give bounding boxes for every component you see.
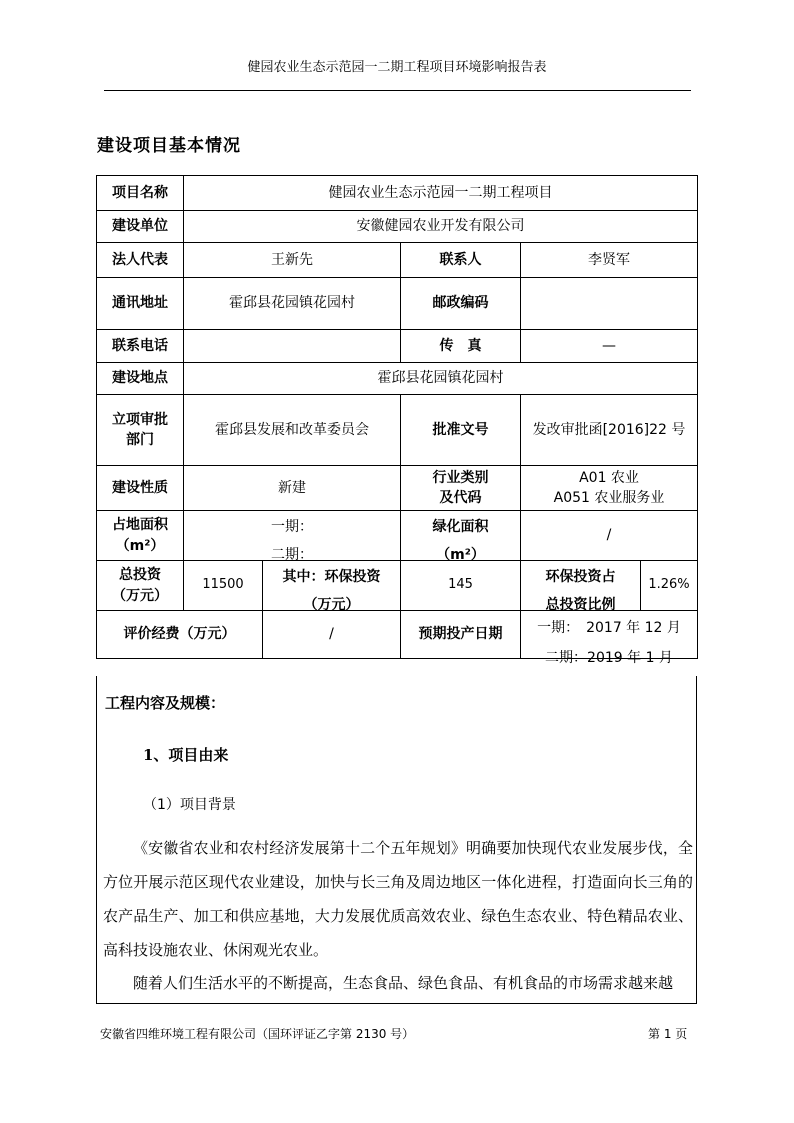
land-area-label [97, 511, 184, 561]
land-area-value-line1: 一期： [271, 519, 313, 535]
total-investment-label-line2: （万元） [112, 587, 168, 604]
legal-rep-value: 王新先 [184, 243, 401, 278]
land-area-label-line1: 占地面积 [112, 517, 168, 534]
env-ratio-label [521, 561, 641, 611]
table-row [97, 363, 698, 395]
approval-number-label: 批准文号 [401, 395, 521, 466]
approval-dept-value: 霍邱县发展和改革委员会 [184, 395, 401, 466]
header-rule [104, 90, 691, 91]
project-content-box [96, 676, 697, 1004]
industry-category-label-line1: 行业类别 [432, 470, 489, 486]
construction-site-label: 建设地点 [97, 363, 184, 395]
expected-date-label: 预期投产日期 [401, 611, 521, 659]
expected-date-value-line1: 一期： 2017 年 12 月 [537, 620, 681, 636]
content-heading: 工程内容及规模： [105, 694, 226, 712]
sub-sub-heading: （1）项目背景 [143, 797, 236, 813]
env-investment-label-line1: 其中：环保投资 [282, 569, 381, 585]
construction-unit-label: 建设单位 [97, 211, 184, 243]
industry-category-value-line1: A01 农业 [579, 470, 639, 486]
fax-value: — [521, 330, 698, 363]
footer-company: 安徽省四维环境工程有限公司（国环评证乙字第 2130 号） [100, 1027, 415, 1041]
table-row [97, 561, 698, 611]
table-row [97, 511, 698, 561]
land-area-label-line2: （m²） [115, 537, 165, 554]
table-row [97, 211, 698, 243]
project-name-label: 项目名称 [97, 176, 184, 211]
env-ratio-value: 1.26% [641, 561, 698, 611]
table-row [97, 466, 698, 511]
footer-page-number: 第 1 页 [648, 1027, 688, 1041]
approval-number-value: 发改审批函[2016]22 号 [521, 395, 698, 466]
land-area-value [184, 511, 401, 561]
construction-site-value: 霍邱县花园镇花园村 [184, 363, 698, 395]
legal-rep-label: 法人代表 [97, 243, 184, 278]
evaluation-fee-value: / [263, 611, 401, 659]
green-area-value: / [521, 511, 698, 561]
approval-dept-label [97, 395, 184, 466]
contact-person-value: 李贤军 [521, 243, 698, 278]
env-investment-value: 145 [401, 561, 521, 611]
total-investment-label-line1: 总投资 [119, 567, 161, 584]
expected-date-value-line2: 二期：2019 年 1 月 [545, 650, 673, 666]
env-ratio-label-line2: 总投资比例 [545, 597, 616, 613]
page-header-title: 健园农业生态示范园一二期工程项目环境影响报告表 [247, 60, 547, 75]
industry-category-label-line2: 及代码 [439, 490, 482, 507]
address-label: 通讯地址 [97, 278, 184, 330]
phone-label: 联系电话 [97, 330, 184, 363]
evaluation-fee-label: 评价经费（万元） [97, 611, 263, 659]
total-investment-label [97, 561, 184, 611]
industry-category-label [401, 466, 521, 511]
env-ratio-label-line1: 环保投资占 [545, 569, 616, 585]
land-area-value-line2: 二期： [271, 547, 313, 563]
env-investment-label-line2: （万元） [303, 597, 360, 613]
total-investment-value: 11500 [184, 561, 263, 611]
background-paragraph-2: 随着人们生活水平的不断提高，生态食品、绿色食品、有机食品的市场需求越来越 [133, 974, 674, 992]
approval-dept-label-line2: 部门 [126, 432, 154, 448]
section-title: 建设项目基本情况 [97, 136, 241, 156]
table-row [97, 330, 698, 363]
construction-unit-value: 安徽健园农业开发有限公司 [184, 211, 698, 243]
expected-date-value [521, 611, 698, 666]
industry-category-value-line2: A051 农业服务业 [553, 490, 665, 507]
table-row [97, 243, 698, 278]
table-row [97, 395, 698, 466]
industry-category-value [521, 466, 698, 511]
green-area-label-line2: （m²） [436, 547, 485, 563]
green-area-label-line1: 绿化面积 [432, 519, 489, 535]
phone-value [184, 330, 401, 363]
green-area-label [401, 511, 521, 561]
env-investment-label [263, 561, 401, 611]
approval-dept-label-line1: 立项审批 [112, 411, 168, 428]
project-info-table [96, 175, 698, 666]
sub-heading: 1、项目由来 [143, 746, 229, 764]
table-row [97, 278, 698, 330]
project-name-value: 健园农业生态示范园一二期工程项目 [184, 176, 698, 211]
table-row [97, 611, 698, 659]
table-row [97, 176, 698, 211]
address-value: 霍邱县花园镇花园村 [184, 278, 401, 330]
postcode-value [521, 278, 698, 330]
background-paragraph-1: 《安徽省农业和农村经济发展第十二个五年规划》明确要加快现代农业发展步伐，全方位开展示范区现代农业建设，加快与长三角及周边地区一体化进程，打造面向长三角的农产品生产、加工和供应基地，大力发展优质高效农业、绿色生态农业、特色精品农业、高科技设施农业、休闲观光农业。 [103, 839, 693, 959]
contact-person-label: 联系人 [401, 243, 521, 278]
construction-nature-label: 建设性质 [97, 466, 184, 511]
construction-nature-value: 新建 [184, 466, 401, 511]
postcode-label: 邮政编码 [401, 278, 521, 330]
fax-label: 传 真 [401, 330, 521, 363]
